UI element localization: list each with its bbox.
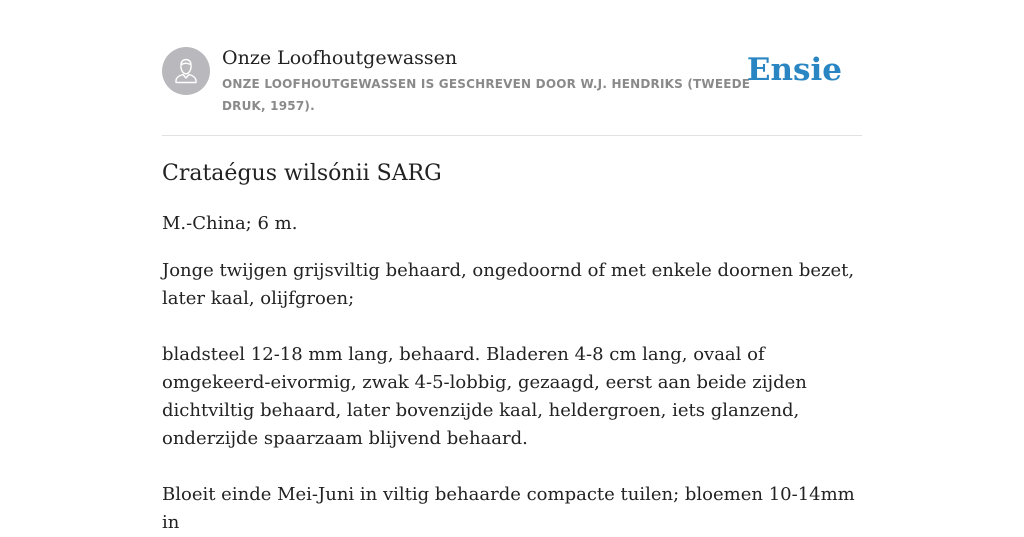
article-paragraph: Bloeit einde Mei-Juni in viltig behaarde compacte tuilen; bloemen 10-14mm in (162, 484, 855, 533)
article-title: Crataégus wilsónii SARG (162, 161, 442, 186)
header-divider (162, 135, 862, 136)
site-title[interactable]: Onze Loofhoutgewassen (222, 47, 458, 69)
author-avatar[interactable] (162, 47, 210, 95)
site-description: ONZE LOOFHOUTGEWASSEN IS GESCHREVEN DOOR W.J. HENDRIKS (TWEEDE DRUK, 1957). (222, 77, 751, 113)
person-icon (162, 47, 210, 95)
article-paragraph: bladsteel 12-18 mm lang, behaard. Bladeren 4-8 cm lang, ovaal of omgekeerd-eivormig, zwak 4-5-lobbig, gezaagd, eerst aan beide zijden dichtviltig behaard, later bovenzijde kaal, heldergroen, iets glanzend, onderzijde spaarzaam blijvend behaard. (162, 344, 807, 449)
article (162, 158, 862, 537)
site-header (162, 46, 862, 118)
article-paragraph: Jonge twijgen grijsviltig behaard, ongedoornd of met enkele doornen bezet, later kaal, olijfgroen; (162, 260, 855, 309)
brand-logo[interactable]: Ensie (746, 52, 842, 88)
article-paragraph: M.-China; 6 m. (162, 213, 298, 234)
